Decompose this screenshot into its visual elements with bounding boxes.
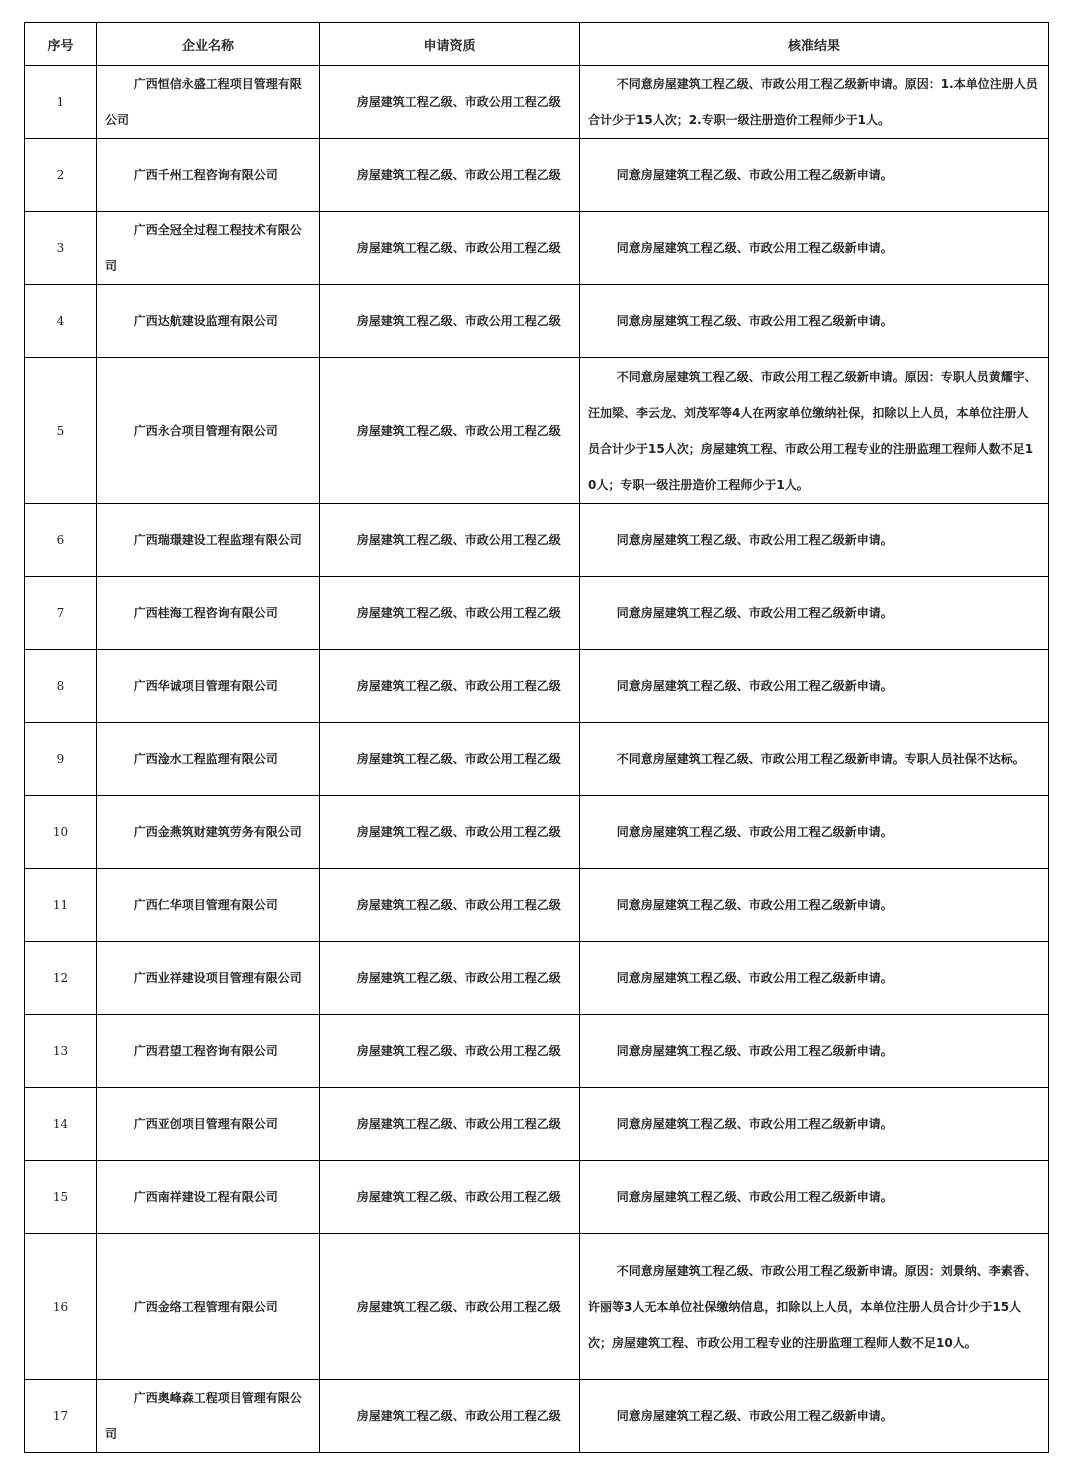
table-row — [25, 1380, 1049, 1453]
row-number: 4 — [25, 285, 97, 358]
approval-result-cell — [580, 358, 1049, 504]
approval-result: 同意房屋建筑工程乙级、市政公用工程乙级新申请。 — [616, 971, 893, 985]
table-row — [25, 139, 1049, 212]
approval-result: 同意房屋建筑工程乙级、市政公用工程乙级新申请。 — [616, 898, 893, 912]
approval-result: 同意房屋建筑工程乙级、市政公用工程乙级新申请。 — [616, 241, 893, 255]
applied-qualification: 房屋建筑工程乙级、市政公用工程乙级 — [320, 1380, 580, 1453]
approval-result: 同意房屋建筑工程乙级、市政公用工程乙级新申请。 — [616, 1117, 893, 1131]
applied-qualification: 房屋建筑工程乙级、市政公用工程乙级 — [320, 1015, 580, 1088]
approval-result-cell — [580, 504, 1049, 577]
row-number: 2 — [25, 139, 97, 212]
company-name: 广西桂海工程咨询有限公司 — [97, 577, 320, 650]
row-number: 8 — [25, 650, 97, 723]
table-row — [25, 66, 1049, 139]
row-number: 3 — [25, 212, 97, 285]
approval-result-cell — [580, 577, 1049, 650]
table-row — [25, 285, 1049, 358]
header-qualification: 申请资质 — [320, 23, 580, 66]
approval-result-cell — [580, 285, 1049, 358]
approval-result-cell — [580, 1161, 1049, 1234]
table-row — [25, 1161, 1049, 1234]
header-result: 核准结果 — [580, 23, 1049, 66]
applied-qualification: 房屋建筑工程乙级、市政公用工程乙级 — [320, 723, 580, 796]
applied-qualification: 房屋建筑工程乙级、市政公用工程乙级 — [320, 869, 580, 942]
approval-result: 同意房屋建筑工程乙级、市政公用工程乙级新申请。 — [616, 679, 893, 693]
applied-qualification: 房屋建筑工程乙级、市政公用工程乙级 — [320, 139, 580, 212]
approval-result: 同意房屋建筑工程乙级、市政公用工程乙级新申请。 — [616, 1409, 893, 1423]
approval-result-cell — [580, 869, 1049, 942]
applied-qualification: 房屋建筑工程乙级、市政公用工程乙级 — [320, 1161, 580, 1234]
company-name: 广西永合项目管理有限公司 — [97, 358, 320, 504]
company-name: 广西达航建设监理有限公司 — [97, 285, 320, 358]
applied-qualification: 房屋建筑工程乙级、市政公用工程乙级 — [320, 358, 580, 504]
company-name: 广西金络工程管理有限公司 — [97, 1234, 320, 1380]
table-row — [25, 796, 1049, 869]
row-number: 16 — [25, 1234, 97, 1380]
table-row — [25, 212, 1049, 285]
company-name: 广西君望工程咨询有限公司 — [97, 1015, 320, 1088]
header-no: 序号 — [25, 23, 97, 66]
row-number: 5 — [25, 358, 97, 504]
row-number: 13 — [25, 1015, 97, 1088]
applied-qualification: 房屋建筑工程乙级、市政公用工程乙级 — [320, 942, 580, 1015]
approval-result-cell — [580, 942, 1049, 1015]
approval-result-cell — [580, 723, 1049, 796]
approval-result-cell — [580, 796, 1049, 869]
approval-result-cell — [580, 139, 1049, 212]
company-name: 广西千州工程咨询有限公司 — [97, 139, 320, 212]
approval-results-table — [24, 22, 1049, 1453]
approval-result-cell — [580, 1234, 1049, 1380]
applied-qualification: 房屋建筑工程乙级、市政公用工程乙级 — [320, 1234, 580, 1380]
company-name: 广西淦水工程监理有限公司 — [97, 723, 320, 796]
company-name: 广西华诚项目管理有限公司 — [97, 650, 320, 723]
table-row — [25, 1088, 1049, 1161]
table-row — [25, 650, 1049, 723]
table-row — [25, 577, 1049, 650]
approval-result-cell — [580, 1015, 1049, 1088]
row-number: 6 — [25, 504, 97, 577]
company-name: 广西恒信永盛工程项目管理有限公司 — [97, 66, 320, 139]
row-number: 15 — [25, 1161, 97, 1234]
company-name: 广西瑞璟建设工程监理有限公司 — [97, 504, 320, 577]
table-row — [25, 723, 1049, 796]
table-body — [25, 66, 1049, 1453]
table-row — [25, 869, 1049, 942]
approval-result-cell — [580, 1380, 1049, 1453]
table-header — [25, 23, 1049, 66]
table-row — [25, 1234, 1049, 1380]
approval-result: 同意房屋建筑工程乙级、市政公用工程乙级新申请。 — [616, 606, 893, 620]
company-name: 广西奥峰森工程项目管理有限公司 — [97, 1380, 320, 1453]
company-name: 广西亚创项目管理有限公司 — [97, 1088, 320, 1161]
approval-result: 同意房屋建筑工程乙级、市政公用工程乙级新申请。 — [616, 1190, 893, 1204]
approval-result: 不同意房屋建筑工程乙级、市政公用工程乙级新申请。原因：1.本单位注册人员合计少于15人次；2.专职一级注册造价工程师少于1人。 — [588, 77, 1038, 127]
applied-qualification: 房屋建筑工程乙级、市政公用工程乙级 — [320, 796, 580, 869]
table-row — [25, 1015, 1049, 1088]
approval-result-cell — [580, 212, 1049, 285]
row-number: 11 — [25, 869, 97, 942]
approval-result: 同意房屋建筑工程乙级、市政公用工程乙级新申请。 — [616, 1044, 893, 1058]
approval-result: 不同意房屋建筑工程乙级、市政公用工程乙级新申请。原因：专职人员黄耀宇、汪加梁、李云龙、刘茂军等4人在两家单位缴纳社保，扣除以上人员，本单位注册人员合计少于15人次；房屋建筑工程、市政公用工程专业的注册监理工程师人数不足10人；专职一级注册造价工程师少于1人。 — [588, 369, 1037, 492]
approval-result: 不同意房屋建筑工程乙级、市政公用工程乙级新申请。原因：刘景纳、李素香、许丽等3人无本单位社保缴纳信息，扣除以上人员，本单位注册人员合计少于15人次；房屋建筑工程、市政公用工程专业的注册监理工程师人数不足10人。 — [588, 1263, 1037, 1350]
applied-qualification: 房屋建筑工程乙级、市政公用工程乙级 — [320, 577, 580, 650]
table-row — [25, 504, 1049, 577]
header-company: 企业名称 — [97, 23, 320, 66]
company-name: 广西全冠全过程工程技术有限公司 — [97, 212, 320, 285]
row-number: 9 — [25, 723, 97, 796]
applied-qualification: 房屋建筑工程乙级、市政公用工程乙级 — [320, 650, 580, 723]
applied-qualification: 房屋建筑工程乙级、市政公用工程乙级 — [320, 66, 580, 139]
approval-result: 同意房屋建筑工程乙级、市政公用工程乙级新申请。 — [616, 533, 893, 547]
approval-result: 同意房屋建筑工程乙级、市政公用工程乙级新申请。 — [616, 314, 893, 328]
applied-qualification: 房屋建筑工程乙级、市政公用工程乙级 — [320, 212, 580, 285]
row-number: 7 — [25, 577, 97, 650]
approval-result: 不同意房屋建筑工程乙级、市政公用工程乙级新申请。专职人员社保不达标。 — [616, 752, 1025, 766]
applied-qualification: 房屋建筑工程乙级、市政公用工程乙级 — [320, 285, 580, 358]
row-number: 10 — [25, 796, 97, 869]
company-name: 广西南祥建设工程有限公司 — [97, 1161, 320, 1234]
company-name: 广西仁华项目管理有限公司 — [97, 869, 320, 942]
approval-result-cell — [580, 66, 1049, 139]
row-number: 14 — [25, 1088, 97, 1161]
table-row — [25, 942, 1049, 1015]
approval-result: 同意房屋建筑工程乙级、市政公用工程乙级新申请。 — [616, 168, 893, 182]
company-name: 广西业祥建设项目管理有限公司 — [97, 942, 320, 1015]
row-number: 12 — [25, 942, 97, 1015]
company-name: 广西金燕筑财建筑劳务有限公司 — [97, 796, 320, 869]
row-number: 17 — [25, 1380, 97, 1453]
approval-result-cell — [580, 1088, 1049, 1161]
applied-qualification: 房屋建筑工程乙级、市政公用工程乙级 — [320, 1088, 580, 1161]
applied-qualification: 房屋建筑工程乙级、市政公用工程乙级 — [320, 504, 580, 577]
header-row — [25, 23, 1049, 66]
approval-result-cell — [580, 650, 1049, 723]
row-number: 1 — [25, 66, 97, 139]
approval-result: 同意房屋建筑工程乙级、市政公用工程乙级新申请。 — [616, 825, 893, 839]
table-row — [25, 358, 1049, 504]
